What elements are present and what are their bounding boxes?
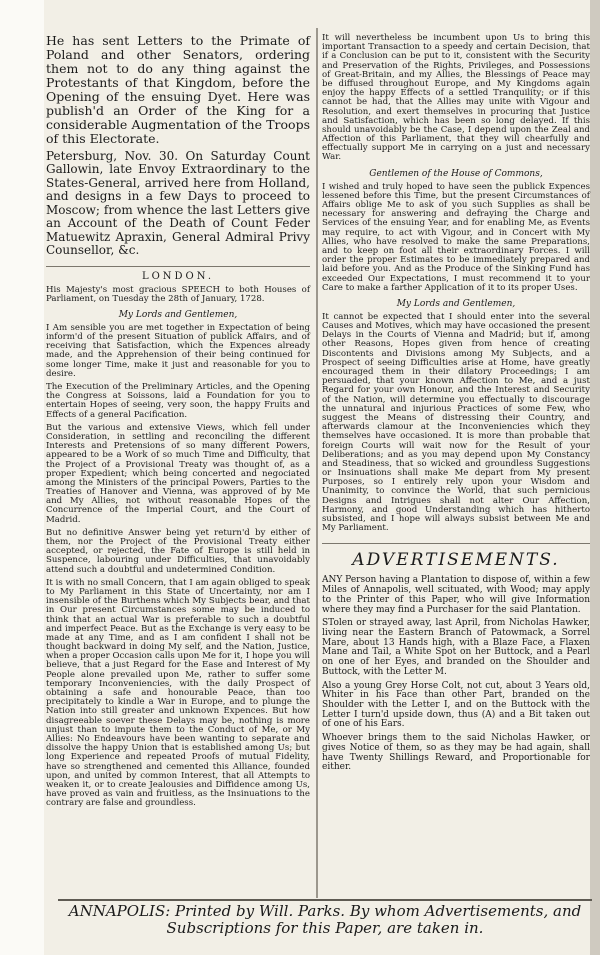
salutation-lords: My Lords and Gentlemen, bbox=[118, 309, 238, 320]
advertisements-heading: ADVERTISEMENTS. bbox=[322, 543, 590, 570]
column-divider bbox=[316, 28, 318, 898]
speech-paragraph: It is with no small Concern, that I am again obliged to speak to My Parliament in this State of Uncertainty, nor am I insensible of the Burthens which My Subjects bear, and that in Our present Circumstances some may be induced to think that an actual War is preferable to such a doubtful and imperfect Peace. But as the Exchange is very easy to be made at any Time, and as I am confident I shall not be thought backward in doing My self, and the Nation, Justice, when a proper Occasion calls upon Me for it, I hope you will believe, that a just Regard for the Ease and Interest of My People alone prevailed upon Me, rather to suffer some temporary Inconveniencies, with the daily Prospect of obtaining a safe and honourable Peace, than too precipitately to kindle a War in Europe, and to plunge the Nation into still greater and unknown Expences. But how disagreeable soever these Delays may be, nothing is more unjust than to impute them to the Conduct of Me, or My Allies: No Endeavours have been wanting to separate and dissolve the happy Union that is established among Us; but long Experience and repeated Proofs of mutual Fidelity, have so strengthened and cemented this Alliance, founded upon, and united by common Interest, that all Attempts to weaken it, or to create Jealousies and Diffidence among Us, have proved as vain and fruitless, as the Insinuations to the contrary are false and groundless. bbox=[46, 577, 310, 809]
left-column bbox=[46, 34, 310, 812]
imprint-footer: ANNAPOLIS: Printed by Will. Parks. By whom Advertisements, and Subscriptions for this Paper, are taken in. bbox=[58, 899, 592, 938]
right-column bbox=[322, 34, 590, 777]
salutation-commons: Gentlemen of the House of Commons, bbox=[369, 168, 543, 179]
speech-paragraph: I Am sensible you are met together in Expectation of being inform'd of the present Situation of publick Affairs, and of receiving that Satisfaction, which the Expences already made, and the Apprehension of their being continued for some longer Time, make it just and reasonable for you to desire. bbox=[46, 322, 310, 379]
advertisement-plantation: ANY Person having a Plantation to dispose of, within a few Miles of Annapolis, well scituated, with Wood; may apply to the Printer of this Paper, who will give Information where they may find a Purchaser for the said Plantation. bbox=[322, 575, 590, 615]
petersburg-dateline: Petersburg, Nov. 30. On Saturday Count Gallowin, late Envoy Extraordinary to the States-General, arrived here from Holland, and designs in a few Days to proceed to Moscow; from whence the last Letters give an Account of the Death of Count Feder Matuewitz Apraxin, General Admiral Privy Counsellor, &c. bbox=[46, 149, 310, 258]
advertisement-stolen-mare: STolen or strayed away, last April, from Nicholas Hawker, living near the Eastern Branch of Patowmack, a Sorrel Mare, about 13 Hands high, with a Blaze Face, a Flaxen Mane and Tail, a White Spot on her Buttock, and a Pearl on one of her Eyes, and branded on the Shoulder and Buttock, with the Letter M. bbox=[322, 618, 590, 677]
speech-paragraph: But the various and extensive Views, which fell under Consideration, in settling and reconciling the different Interests and Pretensions of so many different Powers, appeared to be a Work of so much Time and Difficulty, that the Project of a Provisional Treaty was thought of, as a proper Expedient; which being concerted and negociated among the Ministers of the principal Powers, Parties to the Treaties of Hanover and Vienna, was approved of by Me and My Allies, not without reasonable Hopes of the Concurrence of the Imperial Court, and the Court of Madrid. bbox=[46, 422, 310, 525]
speech-paragraph: I wished and truly hoped to have seen the publick Expences lessened before this Time, but the present Circumstances of Affairs oblige Me to ask of you such Supplies as shall be necessary for answering and defraying the Charge and Services of the ensuing Year, and for enabling Me, as Events may require, to act with Vigour, and in Concert with My Allies, who have resolved to make the same Preparations, and to keep on foot all their extraordinary Forces. I will order the proper Estimates to be immediately prepared and laid before you. And as the Produce of the Sinking Fund has exceeded Our Expectations, I must recommend it to your Care to make a farther Application of it to its proper Uses. bbox=[322, 181, 590, 293]
speech-paragraph: The Execution of the Preliminary Articles, and the Opening the Congress at Soissons, laid a Foundation for you to entertain Hopes of seeing, very soon, the happy Fruits and Effects of a general Pacification. bbox=[46, 382, 310, 420]
page-right-edge bbox=[590, 0, 600, 955]
salutation-lords-2: My Lords and Gentlemen, bbox=[396, 298, 516, 309]
london-heading: LONDON. bbox=[46, 266, 310, 282]
page-left-margin bbox=[0, 0, 44, 955]
speech-intro: His Majesty's most gracious SPEECH to both Houses of Parliament, on Tuesday the 28th of January, 1728. bbox=[46, 284, 310, 304]
speech-paragraph: It will nevertheless be incumbent upon Us to bring this important Transaction to a speedy and certain Decision, that if a Conclusion can be put to it, consistent with the Security and Preservation of the Rights, Privileges, and Possessions of Great-Britain, and my Allies, the Blessings of Peace may be diffused throughout Europe, and My Kingdoms again enjoy the happy Effects of a settled Tranquility; or if this cannot be had, that the Allies may unite with Vigour and Resolution, and exert themselves in procuring that Justice and Satisfaction, which has been so long delayed. If this should unavoidably be the Case, I depend upon the Zeal and Affection of this Parliament, that they will chearfully and effectually support Me in carrying on a just and necessary War. bbox=[322, 33, 590, 163]
advertisement-grey-colt: Also a young Grey Horse Colt, not cut, about 3 Years old, Whiter in his Face than other Part, branded on the Shoulder with the Letter I, and on the Buttock with the Letter I turn'd upside down, thus (A) and a Bit taken out of one of his Ears. bbox=[322, 680, 590, 730]
advertisement-reward: Whoever brings them to the said Nicholas Hawker, or gives Notice of them, so as they may be had again, shall have Twenty Shillings Reward, and Proportionable for either. bbox=[322, 733, 590, 773]
speech-paragraph: But no definitive Answer being yet return'd by either of them, nor the Project of the Provisional Treaty either accepted, or rejected, the Fate of Europe is still held in Suspence, labouring under Difficulties, that unavoidably attend such a doubtful and undetermined Condition. bbox=[46, 527, 310, 575]
lead-paragraph: He has sent Letters to the Primate of Poland and other Senators, ordering them not to do any thing against the Protestants of that Kingdom, before the Opening of the ensuing Dyet. Here was publish'd an Order of the King for a considerable Augmentation of the Troops of this Electorate. bbox=[46, 33, 310, 146]
speech-paragraph: It cannot be expected that I should enter into the several Causes and Motives, which may have occasioned the present Delays in the Courts of Vienna and Madrid; but if, among other Reasons, Hopes given from hence of creating Discontents and Divisions among My Subjects, and a Prospect of seeing Difficulties arise at Home, have greatly encouraged them in their dilatory Proceedings; I am persuaded, that your known Affection to Me, and a just Regard for your own Honour, and the Interest and Security of the Nation, will determine you effectually to discourage the unnatural and injurious Practices of some Few, who suggest the Means of distressing their Country, and afterwards clamour at the Inconveniencies which they themselves have occasioned. It is more than probable that foreign Courts will wait now for the Result of your Deliberations; and as you may depend upon My Constancy and Steadiness, that so wicked and groundless Suggestions or Insinuations shall make Me depart from My present Purposes, so I entirely rely upon your Wisdom and Unanimity, to convince the World, that such pernicious Designs and Intrigues shall not alter Our Affection, Harmony, and good Understanding which has hitherto subsisted, and I hope will always subsist between Me and My Parliament. bbox=[322, 311, 590, 534]
